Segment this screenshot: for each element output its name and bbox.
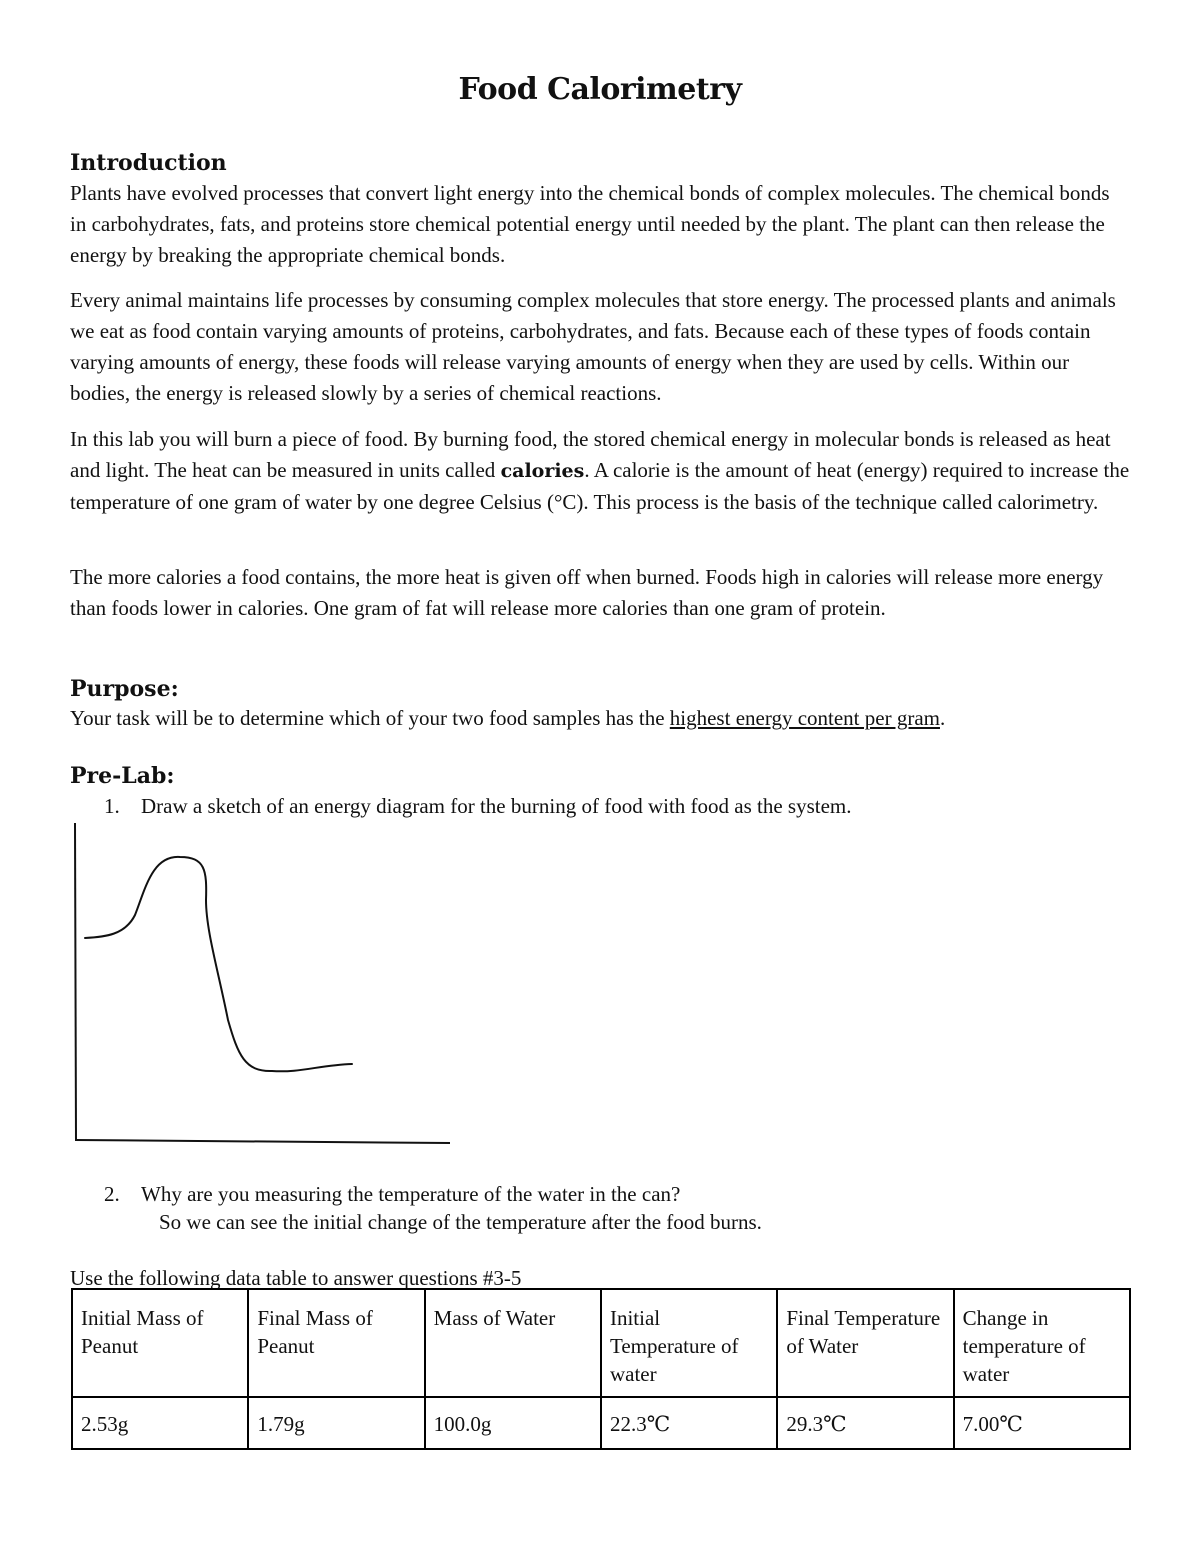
prelab-heading: Pre-Lab:	[70, 763, 175, 789]
value-change-temperature: 7.00℃	[954, 1397, 1130, 1449]
energy-diagram-sketch	[60, 815, 460, 1155]
intro-paragraph-4: The more calories a food contains, the more heat is given off when burned. Foods high in calories will release more energy than foods lower in calories. One gram of fat will release more calories than one gram of protein.	[70, 565, 1104, 620]
sketch-y-axis	[75, 823, 76, 1141]
intro-paragraph-3-text: In this lab you will burn a piece of food. By burning food, the stored chemical energy in molecular bonds is released as heat and light. The heat can be measured in units called	[70, 427, 1111, 482]
data-table	[71, 1288, 1131, 1450]
introduction-heading: Introduction	[70, 150, 227, 176]
header-change-temperature: Change in temperature of water	[954, 1289, 1130, 1397]
header-initial-mass-peanut: Initial Mass of Peanut	[72, 1289, 248, 1397]
header-final-mass-peanut: Final Mass of Peanut	[248, 1289, 424, 1397]
table-header-row	[72, 1289, 1130, 1397]
purpose-text-end: .	[939, 706, 946, 730]
value-initial-temperature: 22.3℃	[601, 1397, 777, 1449]
value-final-temperature: 29.3℃	[777, 1397, 953, 1449]
header-mass-water: Mass of Water	[425, 1289, 601, 1397]
intro-paragraph-2: Every animal maintains life processes by consuming complex molecules that store energy. The processed plants and animals we eat as food contain varying amounts of proteins, carbohydrates, and fats. Because each of these types of foods contain varying amounts of energy, these foods will release varying amounts of energy when they are used by cells. Within our bodies, the energy is released slowly by a series of chemical reactions.	[70, 288, 1116, 405]
table-row	[72, 1397, 1130, 1449]
value-mass-water: 100.0g	[425, 1397, 601, 1449]
value-final-mass-peanut: 1.79g	[248, 1397, 424, 1449]
question-1-text: Draw a sketch of an energy diagram for the burning of food with food as the system.	[141, 794, 852, 818]
question-2-text: Why are you measuring the temperature of the water in the can?	[141, 1182, 681, 1206]
purpose-text-start: Your task will be to determine which of your two food samples has the	[70, 706, 670, 730]
intro-paragraph-3-text-end: . A calorie is the amount of heat (energy) required to increase the temperature of one gram of water by one degree Celsius (°C). This process is the basis of the technique called calorimetry.	[70, 458, 1130, 514]
calories-term: calories	[500, 460, 585, 482]
header-initial-temperature: Initial Temperature of water	[601, 1289, 777, 1397]
intro-paragraph-3	[70, 424, 1130, 518]
question-2-number: 2.	[104, 1182, 120, 1206]
sketch-x-axis	[75, 1140, 450, 1143]
intro-paragraph-1: Plants have evolved processes that convert light energy into the chemical bonds of complex molecules. The chemical bonds in carbohydrates, fats, and proteins store chemical potential energy until needed by the plant. The plant can then release the energy by breaking the appropriate chemical bonds.	[70, 181, 1110, 267]
sketch-energy-curve	[85, 857, 352, 1071]
question-2-answer: So we can see the initial change of the temperature after the food burns.	[159, 1210, 762, 1234]
purpose-underlined-text: highest energy content per gram	[669, 706, 940, 730]
header-final-temperature: Final Temperature of Water	[777, 1289, 953, 1397]
value-initial-mass-peanut: 2.53g	[72, 1397, 248, 1449]
page-title: Food Calorimetry	[458, 72, 742, 107]
table-caption: Use the following data table to answer questions #3-5	[70, 1266, 522, 1290]
question-1-number: 1.	[104, 794, 120, 818]
purpose-text	[70, 703, 1130, 734]
purpose-heading: Purpose:	[70, 676, 179, 702]
